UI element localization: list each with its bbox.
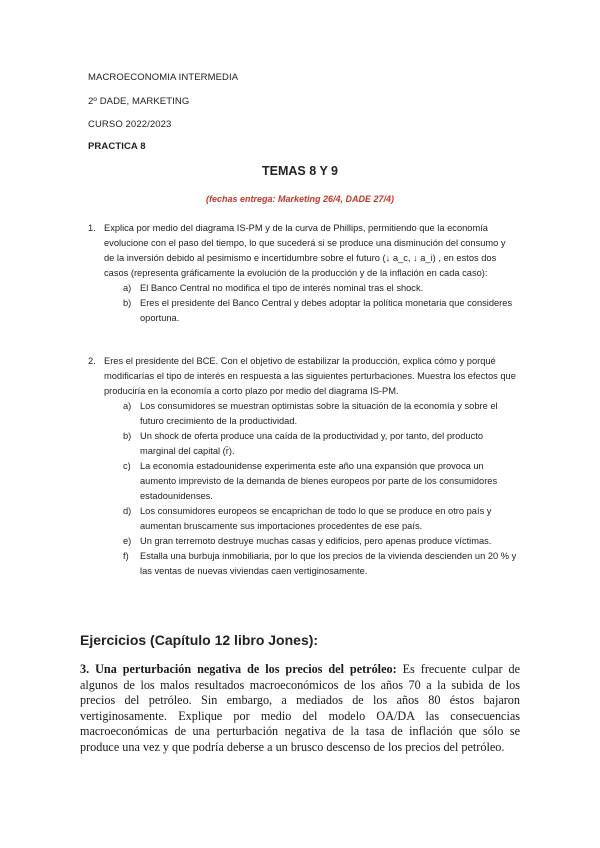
- list-item: c) La economía estadounidense experimenta este año una expansión que provoca un aumento imprevisto de la demanda de bienes europeos por parte de los consumidores estadounidenses.: [123, 461, 498, 501]
- list-item: a) Los consumidores se muestran optimistas sobre la situación de la economía y sobre el futuro crecimiento de la productividad.: [123, 401, 498, 426]
- list-item: f) Estalla una burbuja inmobiliaria, por lo que los precios de la vivienda descienden un 20 % y las ventas de nuevas viviendas caen vertiginosamente.: [123, 551, 517, 576]
- list-item: b) Eres el presidente del Banco Central y debes adoptar la política monetaria que consideres oportuna.: [123, 298, 513, 323]
- practice-number: PRACTICA 8: [88, 141, 146, 152]
- exercises-heading: Ejercicios (Capítulo 12 libro Jones):: [80, 632, 319, 648]
- exercise-title: 3. Una perturbación negativa de los precios del petróleo:: [80, 662, 397, 676]
- list-item: d) Los consumidores europeos se encaprichan de todo lo que se produce en otro país y aumentan bruscamente sus importaciones procedentes de ese país.: [123, 506, 492, 531]
- question-1: [88, 221, 518, 326]
- list-item: e) Un gran terremoto destruye muchas casas y edificios, pero apenas produce víctimas.: [123, 536, 492, 546]
- list-item: a) El Banco Central no modifica el tipo de interés nominal tras el shock.: [123, 283, 424, 293]
- academic-year: CURSO 2022/2023: [88, 119, 172, 130]
- question-2: [88, 354, 518, 579]
- exercise-3: [80, 662, 520, 756]
- course-name: MACROECONOMIA INTERMEDIA: [88, 72, 239, 83]
- degree-line: 2º DADE, MARKETING: [88, 96, 190, 107]
- question-text: Eres el presidente del BCE. Con el objetivo de estabilizar la producción, explica cómo y porqué modificarías el tipo de interés en respuesta a las siguientes perturbaciones. Muestra los efectos que produciría en la economía a corto plazo por medio del diagrama IS-PM.: [104, 356, 516, 396]
- question-text: Explica por medio del diagrama IS-PM y de la curva de Phillips, permitiendo que la economía evolucione con el paso del tiempo, lo que sucederá si se produce una disminución del consumo y de la inversión debido al pesimismo e incertidumbre sobre el futuro (↓ a_c, ↓ a_i) , en estos dos casos (representa gráficamente la evolución de la producción y de la inflación en cada caso):: [104, 223, 506, 278]
- delivery-dates: (fechas entrega: Marketing 26/4, DADE 27/4): [205, 194, 395, 204]
- question-number: 1.: [88, 223, 96, 233]
- page-title: TEMAS 8 Y 9: [262, 164, 338, 178]
- exercise-text: Es frecuente culpar de algunos de los malos resultados macroeconómicos de los años 70 a la subida de los precios del petróleo. Sin embargo, a mediados de los años 80 éstos bajaron vertiginosamente. Explique por medio del modelo OA/DA las consecuencias macroeconómicas de una perturbación negativa de la tasa de inflación que sólo se produce una vez y que podría deberse a un brusco descenso de los precios del petróleo.: [80, 662, 520, 754]
- question-number: 2.: [88, 356, 96, 366]
- list-item: b) Un shock de oferta produce una caída de la productividad y, por tanto, del producto marginal del capital (r̄).: [123, 431, 483, 456]
